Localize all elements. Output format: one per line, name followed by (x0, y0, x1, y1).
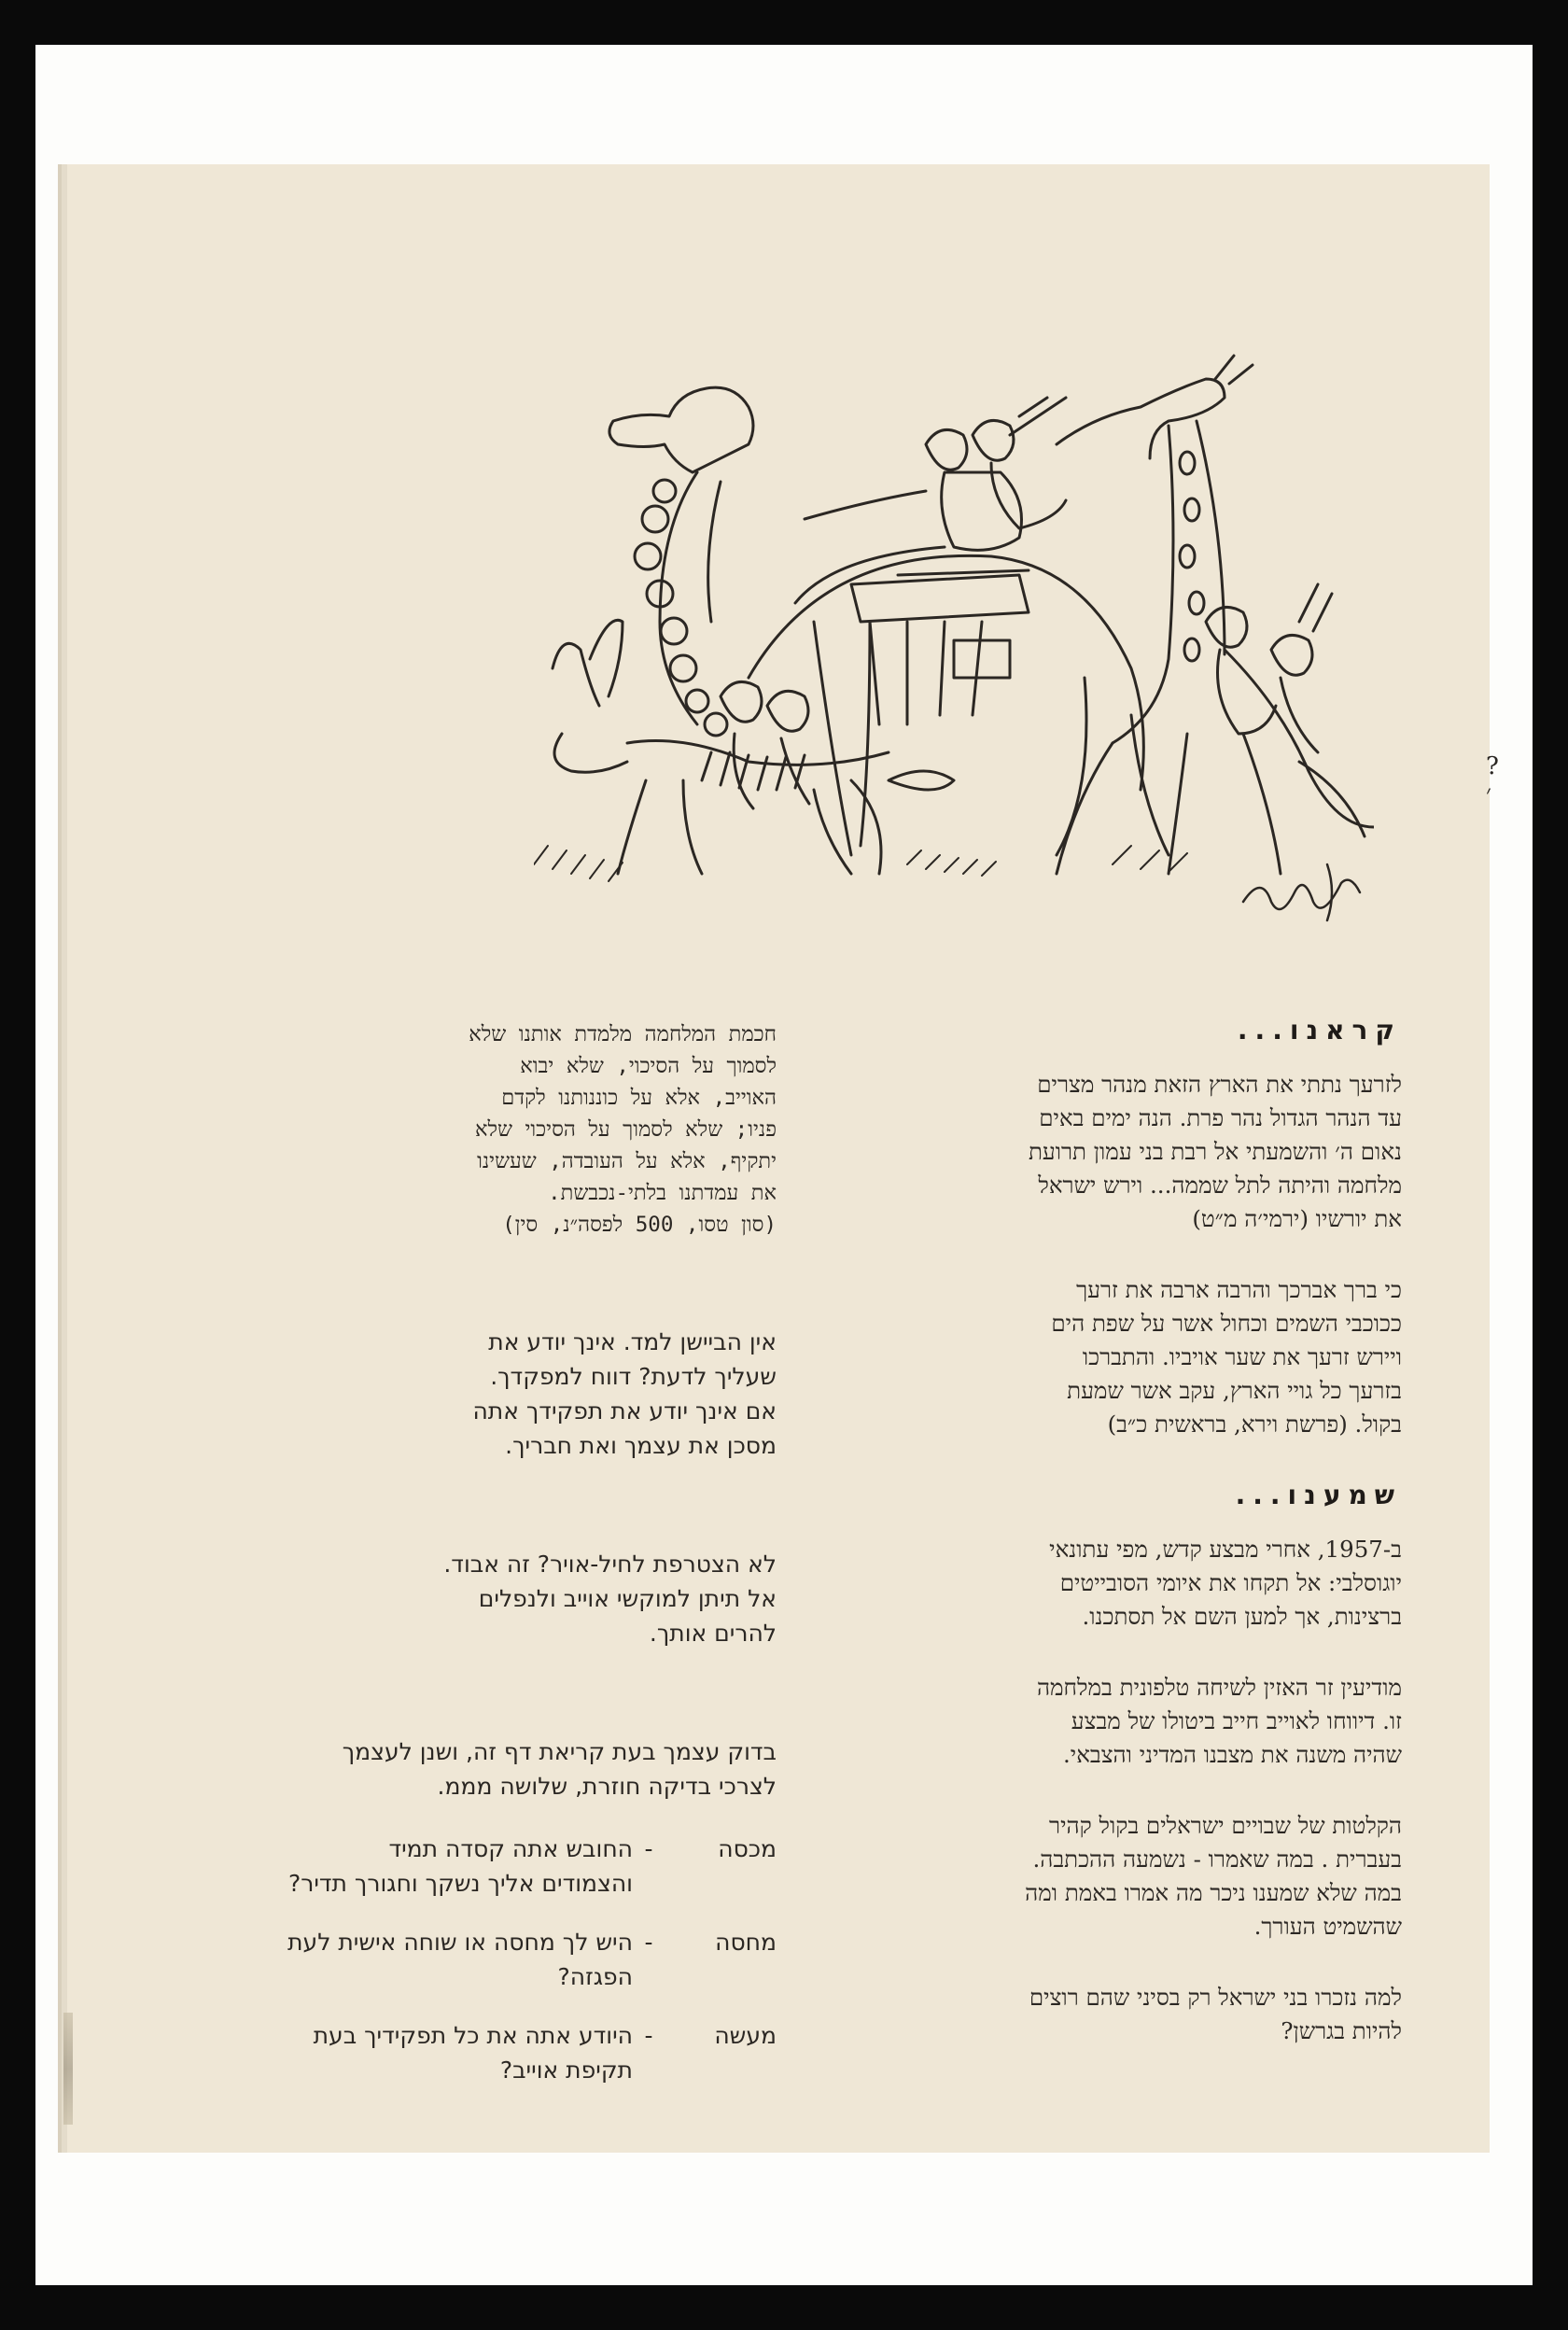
checklist-answer: החובש אתה קסדה תמיד והצמודים אליך נשקך וחגורך תדיר? (287, 1835, 633, 1897)
left-column (235, 1018, 777, 2112)
section-heading-read: קראנו... (1237, 1015, 1402, 1046)
ground-hatching-drawing (534, 846, 1187, 881)
document-page (67, 164, 1499, 2153)
paragraph-shy-one: אין הביישן למד. אינך יודע את שעליך לדעת? דווח למפקדך. אם אינך יודע את תפקידך אתה מסכן את עצמך ואת חבריך. (472, 1328, 777, 1459)
camel-riders-drawing (805, 398, 1066, 550)
paragraph-yugoslav-journalist: ב-1957, אחרי מבצע קדש, מפי עתונאי יוגוסלבי: אל תקחו את איומי הסובייטים ברצינות, אך למען השם אל תסתכנו. (1049, 1536, 1402, 1630)
checklist-item-cover (235, 1832, 777, 1901)
quote-jeremiah: לזרעך נתתי את הארץ הזאת מנהר מצרים עד הנהר הגדול נהר פרת. הנה ימים באים נאום ה׳ והשמעתי אל רבת בני עמון תרועת מלחמה והיתה לתל שממה... וירש ישראל את יורשיו (ירמי׳ה מ״ט) (1028, 1071, 1402, 1232)
checklist-term: מחסה (715, 1929, 777, 1956)
checklist-term: מכסה (718, 1835, 777, 1862)
checklist-answer: היש לך מחסה או שוחה אישית לעת הפגזה? (287, 1929, 633, 1990)
page-edge-stain (63, 2013, 73, 2125)
checklist-answer: היודע אתה את כל תפקידיך בעת תקיפת אוייב? (313, 2022, 633, 2084)
camel-drawing (609, 387, 1169, 855)
checklist-item-action (235, 2018, 777, 2087)
checklist-dash: - (644, 2022, 653, 2049)
artist-signature (1243, 864, 1360, 920)
paragraph-self-check: בדוק עצמך בעת קריאת דף זה, ושנן לעצמך לצרכי בדיקה חוזרת, שלושה מממ. (342, 1738, 777, 1800)
quote-sun-tzu: חכמת המלחמה מלמדת אותנו שלא לסמוך על הסיכוי, שלא יבוא האוייב, אלא על כוננותנו לקדם פניו; שלא לסמוך על הסיכוי שלא יתקיף, אלא על העובדה, שעשינו את עמדתנו בלתי-נכבשת. (סון טסו, 500 לפסה״נ, סין) (469, 1022, 777, 1237)
margin-mark: ?׳ (1486, 752, 1499, 808)
giraffe-drawing (1057, 356, 1374, 874)
right-column (795, 1014, 1402, 2085)
checklist-dash: - (644, 1929, 653, 1956)
paragraph-air-force: לא הצטרפת לחיל-אויר? זה אבוד. אל תיתן למוקשי אוייב ולנפלים להרים אותך. (443, 1551, 777, 1647)
cartoon-illustration (534, 342, 1374, 930)
paragraph-question: למה נזכרו בני ישראל רק בסיני שהם רוצים להיות בגרשן? (1029, 1984, 1402, 2044)
checklist-item-shelter (235, 1925, 777, 1994)
section-heading-heard: שמענו... (1235, 1480, 1402, 1510)
checklist-term: מעשה (714, 2022, 777, 2049)
donkey-zebra-drawing (553, 620, 954, 874)
paragraph-prisoner-recordings: הקלטות של שבויים ישראלים בקול קהיר בעברית . במה שאמרו - נשמעה ההכתבה. במה שלא שמענו ניכר מה אמרו באמת ומה שהשמיט העורך. (1025, 1812, 1402, 1940)
quote-genesis: כי ברך אברכך והרבה ארבה את זרעך ככוכבי השמים וכחול אשר על שפת הים ויירש זרעך את שער אויביו. והתברכו בזרעך כל גויי הארץ, עקב אשר שמעת בקול. (פרשת וירא, בראשית כ״ב) (1051, 1276, 1402, 1438)
paragraph-foreign-intelligence: מודיעין זר האזין לשיחה טלפונית במלחמה זו. דיווחו לאוייב חייב ביטולו של מבצע שהיה משנה את מצבנו המדיני והצבאי. (1036, 1674, 1402, 1768)
checklist-dash: - (644, 1835, 653, 1862)
